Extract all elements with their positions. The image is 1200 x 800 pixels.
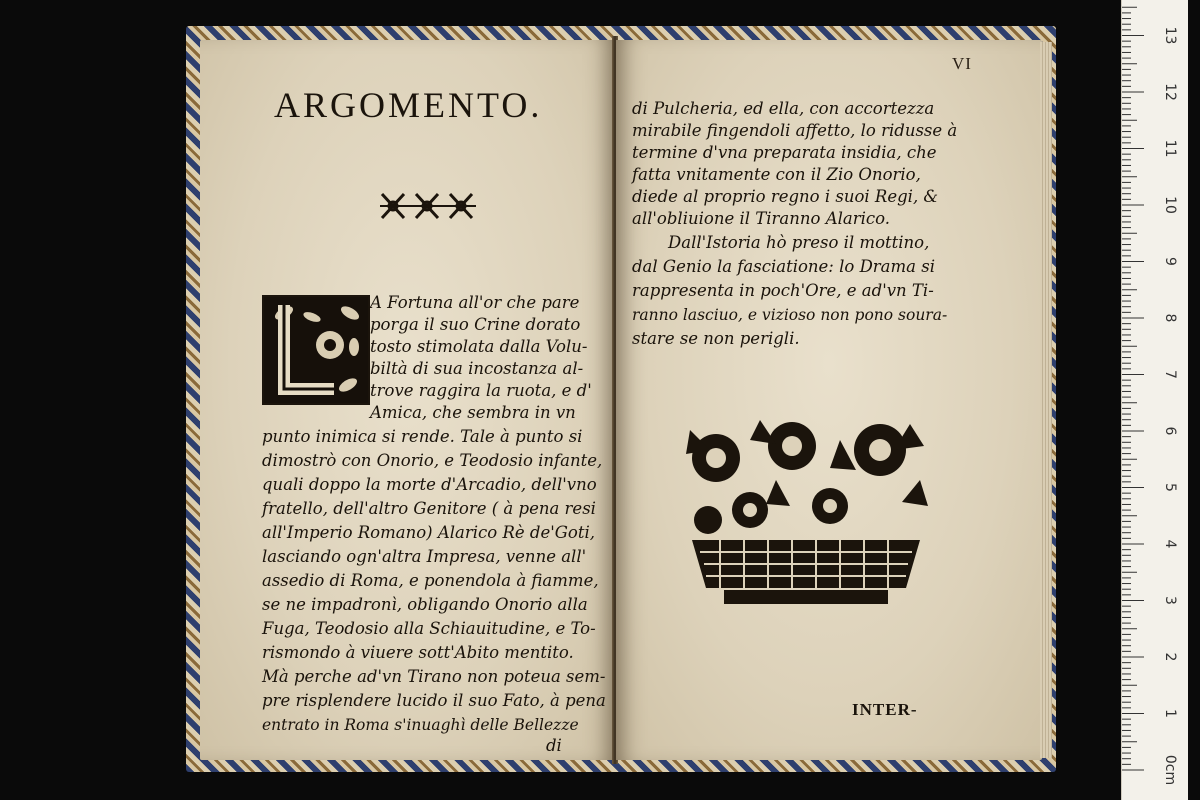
text-line: rappresenta in poch'Ore, e ad'vn Ti-	[632, 281, 934, 300]
text-line: se ne impadronì, obligando Onorio alla	[262, 595, 588, 614]
text-line: diede al proprio regno i suoi Regi, &	[632, 187, 939, 206]
ruler-label: 10	[1162, 196, 1178, 214]
text-line: ranno lasciuo, e vizioso non pono soura-	[632, 306, 948, 324]
text-line: stare se non perigli.	[632, 329, 800, 348]
folio-number: VI	[952, 54, 972, 73]
ruler-label: 3	[1162, 596, 1178, 605]
catchword: di	[546, 736, 562, 755]
fleuron-ornament	[378, 188, 478, 224]
text-line: tosto stimolata dalla Volu-	[370, 337, 588, 356]
text-line: mirabile fingendoli affetto, lo ridusse à	[632, 121, 958, 140]
text-line: Amica, che sembra in vn	[370, 403, 576, 422]
ruler-label: 11	[1162, 139, 1178, 158]
text-line: di Pulcheria, ed ella, con accortezza	[632, 99, 935, 118]
text-line: biltà di sua incostanza al-	[370, 359, 584, 378]
ruler-label: 5	[1162, 483, 1178, 492]
ruler-label: 8	[1162, 313, 1178, 323]
decorated-initial	[262, 295, 370, 405]
text-line: fatta vnitamente con il Zio Onorio,	[632, 165, 921, 184]
measurement-ruler	[1121, 0, 1188, 800]
text-line: punto inimica si rende. Tale à punto si	[262, 427, 583, 446]
left-page	[200, 40, 614, 760]
text-line: pre risplendere lucido il suo Fato, à pena	[262, 691, 606, 710]
ruler-label: 2	[1162, 652, 1178, 662]
text-line: trove raggira la ruota, e d'	[370, 381, 592, 400]
text-line: entrato in Roma s'inuaghì delle Bellezze	[262, 716, 579, 734]
text-line: lasciando ogn'altra Impresa, venne all'	[262, 547, 587, 566]
ruler-label: 12	[1162, 83, 1178, 101]
text-line: A Fortuna all'or che pare	[370, 293, 580, 312]
flower-basket-woodcut	[680, 410, 932, 610]
text-line: porga il suo Crine dorato	[370, 315, 581, 334]
ruler-label: 0cm	[1162, 754, 1178, 786]
text-line: all'Imperio Romano) Alarico Rè de'Goti,	[262, 523, 596, 542]
ruler-label: 1	[1162, 709, 1178, 718]
ruler-label: 6	[1162, 426, 1178, 436]
ruler-scale	[1122, 0, 1188, 800]
text-line: dimostrò con Onorio, e Teodosio infante,	[262, 451, 603, 470]
catchword: INTER-	[852, 700, 918, 719]
text-line: quali doppo la morte d'Arcadio, dell'vno	[262, 475, 597, 494]
text-line: Fuga, Teodosio alla Schiauitudine, e To-	[262, 619, 596, 638]
ruler-label: 9	[1162, 257, 1178, 266]
text-line: fratello, dell'altro Genitore ( à pena resi	[262, 499, 596, 518]
text-line: termine d'vna preparata insidia, che	[632, 143, 937, 162]
text-line: Dall'Istoria hò preso il mottino,	[668, 233, 930, 252]
page-heading: ARGOMENTO.	[274, 85, 543, 125]
open-book	[186, 26, 1056, 772]
text-line: Mà perche ad'vn Tirano non poteua sem-	[262, 667, 606, 686]
text-line: assedio di Roma, e ponendola à fiamme,	[262, 571, 599, 590]
ruler-label: 13	[1162, 26, 1178, 45]
text-line: rismondo à viuere sott'Abito mentito.	[262, 643, 574, 662]
ruler-label: 4	[1162, 539, 1178, 549]
text-line: dal Genio la fasciatione: lo Drama si	[632, 257, 935, 276]
ruler-label: 7	[1162, 370, 1178, 379]
right-page	[616, 40, 1042, 760]
text-line: all'obliuione il Tiranno Alarico.	[632, 209, 891, 228]
